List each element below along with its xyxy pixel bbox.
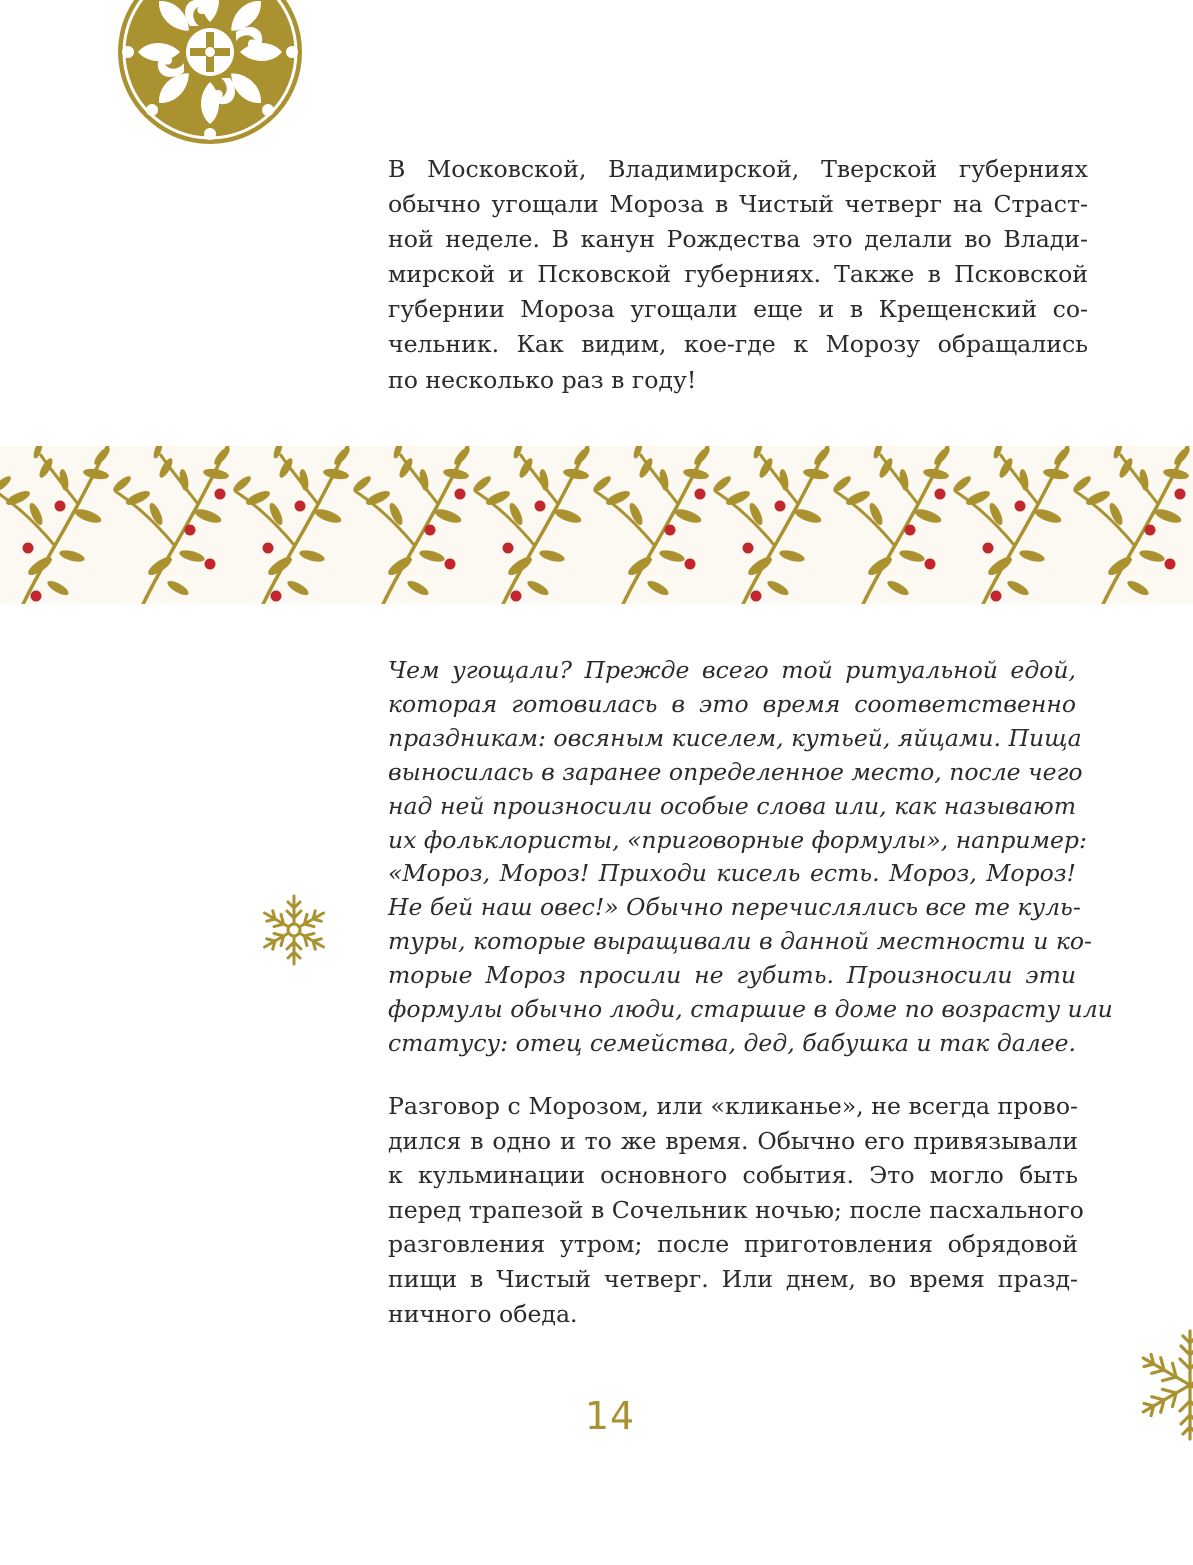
- paragraph-line: выносилась в заранее определенное место, после чего: [388, 757, 1083, 786]
- mistletoe-sprig: [231, 446, 352, 604]
- paragraph-line: торые Мороз просили не губить. Произносили эти: [388, 961, 1076, 990]
- mistletoe-sprig: [471, 446, 592, 604]
- mistletoe-pattern-band: [0, 446, 1193, 604]
- paragraph-line: праздникам: овсяным киселем, кутьей, яйцами. Пища: [388, 723, 1082, 752]
- paragraph-line: Чем угощали? Прежде всего той ритуальной едой,: [388, 656, 1076, 684]
- paragraph-line: их фольклористы, «приговорные формулы», например:: [388, 825, 1087, 854]
- paragraph-line: чельник. Как видим, кое-где к Морозу обращались: [388, 330, 1088, 359]
- paragraph-line: формулы обычно люди, старшие в доме по возрасту или: [388, 995, 1113, 1024]
- paragraph-line: ничного обеда.: [388, 1299, 578, 1328]
- mistletoe-sprig: [1071, 446, 1192, 604]
- paragraph-line: Разговор с Морозом, или «кликанье», не всегда прово-: [388, 1092, 1078, 1120]
- paragraph-2-italic: [388, 654, 1113, 1061]
- mistletoe-sprig: [351, 446, 472, 604]
- paragraph-line: мирской и Псковской губерниях. Также в Псковской: [388, 260, 1088, 289]
- paragraph-line: над ней произносили особые слова или, как называют: [388, 791, 1076, 820]
- mistletoe-sprig: [711, 446, 832, 604]
- snowflake-icon: [1128, 1327, 1193, 1443]
- paragraph-line: перед трапезой в Сочельник ночью; после пасхального: [388, 1195, 1084, 1224]
- paragraph-line: обычно угощали Мороза в Чистый четверг на Страст-: [388, 190, 1088, 219]
- paragraph-line: «Мороз, Мороз! Приходи кисель есть. Мороз, Мороз!: [388, 859, 1076, 888]
- paragraph-3: [388, 1089, 1084, 1331]
- mistletoe-sprig: [111, 446, 232, 604]
- paragraph-line: В Московской, Владимирской, Тверской губерниях: [388, 155, 1088, 183]
- paragraph-line: туры, которые выращивали в данной местности и ко-: [388, 927, 1093, 956]
- paragraph-line: ной неделе. В канун Рождества это делали во Влади-: [388, 225, 1088, 254]
- paragraph-line: которая готовилась в это время соответственно: [388, 689, 1076, 718]
- mistletoe-sprig: [591, 446, 712, 604]
- mistletoe-sprig: [951, 446, 1072, 604]
- paragraph-line: дился в одно и то же время. Обычно его привязывали: [388, 1126, 1078, 1155]
- gold-mandala-ornament-icon: [112, 0, 308, 148]
- snowflake-icon: [254, 893, 334, 967]
- page-number: 14: [584, 1394, 636, 1438]
- mistletoe-sprig: [0, 446, 112, 604]
- paragraph-line: по несколько раз в году!: [388, 365, 697, 394]
- paragraph-line: статусу: отец семейства, дед, бабушка и так далее.: [388, 1028, 1076, 1057]
- paragraph-line: к кульминации основного события. Это могло быть: [388, 1161, 1078, 1190]
- paragraph-line: Не бей наш овес!» Обычно перечислялись все те куль-: [388, 893, 1081, 922]
- paragraph-line: разговления утром; после приготовления обрядовой: [388, 1230, 1078, 1259]
- mistletoe-sprig: [831, 446, 952, 604]
- paragraph-line: пищи в Чистый четверг. Или днем, во время празд-: [388, 1264, 1078, 1293]
- paragraph-1: [388, 152, 1088, 398]
- paragraph-line: губернии Мороза угощали еще и в Крещенский со-: [388, 295, 1088, 324]
